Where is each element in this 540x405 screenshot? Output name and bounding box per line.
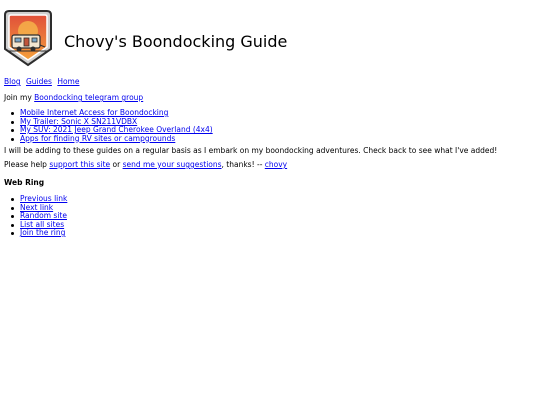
help-middle: or	[110, 160, 123, 169]
telegram-group-link[interactable]: Boondocking telegram group	[34, 93, 144, 102]
help-paragraph	[4, 161, 287, 170]
nav-link-guides[interactable]: Guides	[25, 77, 52, 86]
support-site-link[interactable]: support this site	[49, 160, 111, 169]
nav-link-blog[interactable]: Blog	[4, 77, 21, 86]
author-link[interactable]: chovy	[264, 160, 288, 169]
guide-link-mobile-internet[interactable]: Mobile Internet Access for Boondocking	[20, 108, 169, 117]
site-logo-icon[interactable]	[3, 9, 53, 67]
guide-link-trailer[interactable]: My Trailer: Sonic X SN211VDBX	[20, 116, 138, 126]
help-prefix: Please help	[4, 160, 50, 169]
list-item	[20, 135, 213, 144]
webring-join-link[interactable]: Join the ring	[20, 228, 66, 237]
guides-list	[20, 109, 213, 143]
webring-list-all-link[interactable]: List all sites	[20, 219, 65, 229]
site-title: Chovy's Boondocking Guide	[64, 32, 288, 51]
webring-list	[20, 195, 67, 238]
help-suffix: , thanks! --	[221, 160, 265, 169]
join-prefix: Join my	[4, 93, 35, 102]
webring-previous-link[interactable]: Previous link	[20, 194, 68, 203]
webring-heading: Web Ring	[4, 178, 45, 187]
list-item	[20, 229, 67, 238]
webring-random-link[interactable]: Random site	[20, 211, 67, 220]
main-nav	[4, 78, 82, 87]
site-header	[3, 9, 533, 69]
intro-paragraph: I will be adding to these guides on a regular basis as I embark on my boondocking adventures. Check back to see what I've added!	[4, 146, 498, 155]
guide-link-apps[interactable]: Apps for finding RV sites or campgrounds	[20, 133, 176, 143]
nav-link-home[interactable]: Home	[57, 77, 80, 86]
webring-next-link[interactable]: Next link	[20, 202, 54, 212]
send-suggestions-link[interactable]: send me your suggestions	[122, 160, 222, 169]
guide-link-suv[interactable]: My SUV: 2021 Jeep Grand Cherokee Overland (4x4)	[20, 125, 213, 134]
join-paragraph	[4, 94, 143, 103]
